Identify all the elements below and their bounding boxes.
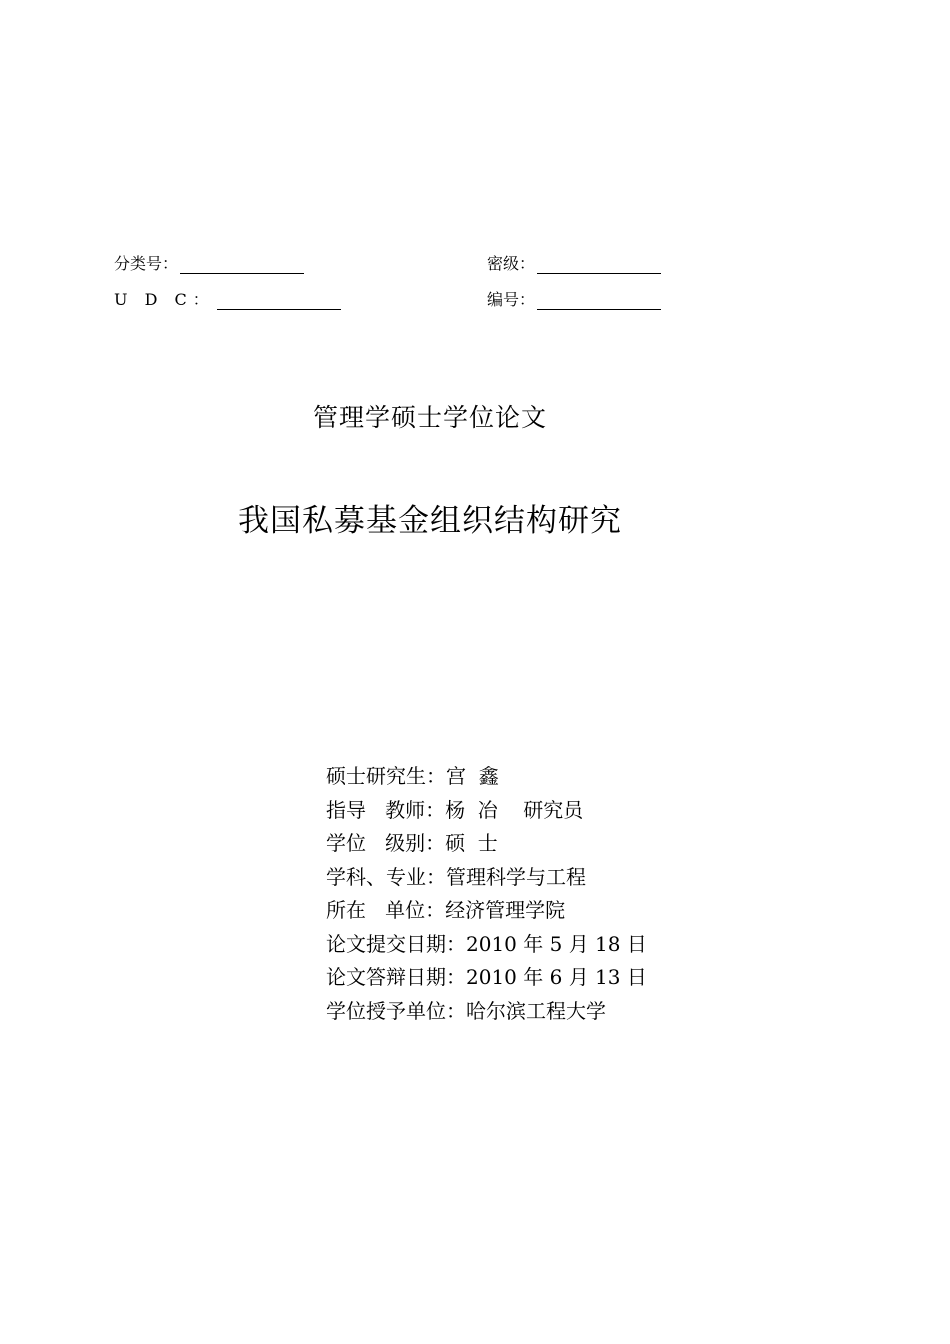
info-row-student (326, 760, 647, 794)
thesis-title: 我国私募基金组织结构研究 (238, 503, 622, 539)
udc-blank (217, 293, 341, 310)
serial-number-field (487, 290, 661, 310)
info-label: 所在 单位： (326, 898, 446, 922)
info-value: 杨 冶 研究员 (445, 797, 584, 822)
info-label: 学位 级别： (326, 831, 446, 855)
secrecy-level-field (487, 254, 661, 274)
info-value: 2010 年 6 月 13 日 (466, 965, 647, 989)
info-row-granting-unit (326, 995, 647, 1029)
info-value: 管理科学与工程 (446, 864, 586, 889)
info-label: 论文提交日期： (326, 931, 466, 956)
classification-number-label: 分类号： (114, 254, 179, 273)
info-label: 硕士研究生： (326, 764, 446, 788)
info-row-defense-date (326, 961, 647, 995)
info-value: 宫 鑫 (446, 764, 499, 788)
secrecy-level-blank (537, 257, 661, 274)
classification-number-blank (180, 257, 304, 274)
info-label: 指导 教师： (326, 797, 446, 822)
info-row-submission-date (326, 928, 647, 962)
author-info-block (326, 760, 647, 1028)
serial-number-blank (537, 293, 661, 310)
info-row-degree-level (326, 827, 647, 861)
serial-number-label: 编号： (487, 290, 536, 309)
info-row-unit (326, 894, 647, 928)
info-label: 学位授予单位： (326, 998, 466, 1023)
info-label: 学科、专业： (326, 864, 446, 889)
info-value: 2010 年 5 月 18 日 (466, 931, 647, 956)
degree-type-subtitle: 管理学硕士学位论文 (312, 403, 547, 432)
classification-number-field (114, 254, 304, 274)
info-value: 经济管理学院 (445, 898, 566, 922)
info-row-supervisor (326, 794, 647, 828)
info-label: 论文答辩日期： (326, 965, 466, 989)
info-value: 哈尔滨工程大学 (466, 998, 606, 1023)
udc-field (114, 290, 341, 310)
info-value: 硕 士 (445, 831, 498, 855)
info-row-major (326, 861, 647, 895)
udc-label: U D C： (114, 290, 215, 309)
secrecy-level-label: 密级： (487, 254, 536, 273)
